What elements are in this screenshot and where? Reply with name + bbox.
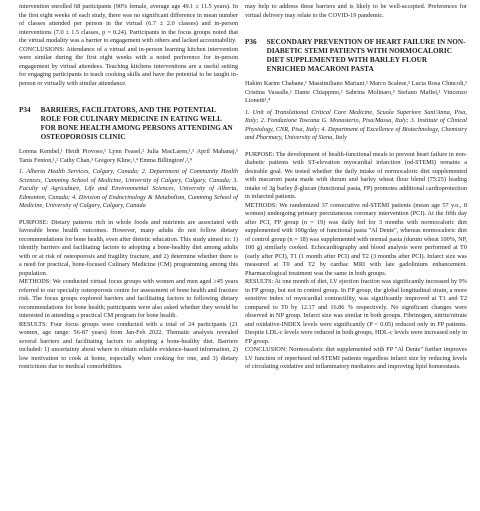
right-column: [245, 3, 467, 372]
results-section: RESULTS: Four focus groups were conducted with a total of 24 participants (21 women, age range: 56-87 years) from Jan-Feb 2022. Thematic analysis revealed several barriers and facilitating factors to adopting a bone-healthy diet. Barriers included: 1) uncertainty about where to obtain reliable evidence-based information, 2) low motivation to cook at home, especially when cooking for one, and 3) dietary restrictions due to medical comorbidities.: [19, 320, 238, 370]
results-section: RESULTS: At one month of diet, LV ejection fraction was significantly increased by 9% in FP group, but not in control group. In FP group, the global longitudinal strain, a more sensitive index of myocardial contractility, was significantly improved at T1 and T2 compared to T0 by 12.17 and 16.86 % respectively. No significant changes were observed in NP group. Infarct size was similar in both groups. Fibrinogen, nitrite/nitrate and oxidative-INDEX levels were significantly (P < 0.05) reduced only in FP patients. Despite LDL-c levels were reduced in both groups, HDL-c levels were increased only in FP group.: [245, 278, 467, 345]
abstract-title: SECONDARY PREVENTION OF HEART FAILURE IN NON-DIABETIC STEMI PATIENTS WITH NORMOCALORIC DIET SUPPLEMENTED WITH BARLEY FLOUR ENRICHED MACARONI PASTA: [266, 38, 466, 73]
abstract-heading-p34: [19, 106, 238, 142]
abstract-title: BARRIERS, FACILITATORS, AND THE POTENTIAL ROLE FOR CULINARY MEDICINE IN EATING WELL FOR BONE HEALTH AMONG PERSONS ATTENDING AN OSTEOPOROSIS CLINIC: [40, 106, 233, 141]
methods-section: METHODS: We conducted virtual focus groups with women and men aged ≥45 years referred to our specialty osteoporosis centre for assessment of bone health and fracture risk. The focus groups explored barriers and facilitating factors to following dietary recommendations for bone health; participants were also asked whether they would be interested in attending a practical CM program for bone health.: [19, 278, 238, 319]
previous-abstract-conclusion-continued: may help to address these barriers and is likely to be well-accepted. Preferences for virtual delivery may relate to the COVID-19 pandemic.: [245, 3, 467, 19]
previous-abstract-results-continued: intervention enrolled 68 participants (90% female, average age 49.1 ± 11.5 years). In the first eight weeks of each study, there was no significant difference in mean number of classes attended per person in the virtual (6.7 ± 2.0 classes) and in-person interventions (7.0 ± 1.5 classes, p = 0.24). Participants in the focus groups noted that the virtual modality was a barrier to engagement with others and lacked accountability.: [19, 3, 238, 44]
left-column: [19, 3, 238, 372]
methods-section: METHODS: We randomized 37 consecutive nd-STEMI patients (mean age 57 y.o., 8 women) undergoing primary percutaneous coronary intervention (PCI). At the fifth day after PCI, FP group (n = 19) was daily fed for 3 months with normocaloric diet supplemented with 100g/day of functional pasta "Al Dente", whereas normocaloric diet of control group (n = 18) was supplemented with normal pasta (durum wheat 100%, NP, 100 g) similarly cooked. Echocardiography and blood analysis were performed at T0 (early after PCI), T1 (1 month after PCI) and T2 (3 months after PCI). Infarct size was measured at T0 and T2 by cardiac MRI with late gadolinium enhancement. Pharmacological treatment was the same in both groups.: [245, 201, 467, 277]
affiliations: 1. Alberta Health Services, Calgary, Canada; 2. Department of Community Health Sciences, Cumming School of Medicine, University of Calgary, Calgary, Canada; 3. Faculty of Agriculture, Life and Environmental Sciences, University of Alberta, Edmonton, Canada; 4. Division of Endocrinology & Metabolism, Cumming School of Medicine, University of Calgary, Calgary, Canada: [19, 168, 238, 209]
abstract-number: P36: [245, 38, 257, 46]
previous-abstract-conclusions: CONCLUSIONS: Attendance of a virtual and in-person learning kitchen intervention were similar during the first eight weeks with a noted preference for in-person engagement by virtual attendees. Teaching kitchens interventions are a useful setting for engaging participants to teach cooking skills and have the potential to be taught in-person or virtually with similar attendance.: [19, 45, 238, 87]
author-list: Hakim Karim Chabane,¹ Massimiliano Mariani,² Marco Scalese,³ Lucia Rosa Chincoli,¹ Cristina Vassalle,² Dante Chiappino,² Sabrina Molinaro,³ Stefano Maffei,¹ Vincenzo Lionetti¹,⁴: [245, 80, 467, 104]
purpose-section: PURPOSE: Dietary patterns rich in whole foods and nutrients are associated with favorable bone health outcomes. However, many adults do not follow dietary recommendations for bone health, even after dietetic education. This study aimed to: 1) identify barriers and facilitating factors to adopting a bone-healthy diet among adults with or at risk of osteoporosis and fragility fracture, and 2) determine whether there is a need for practical, bone-focused Culinary Medicine (CM) programming among this population.: [19, 218, 238, 277]
author-list: Lorena Kembel,¹ Heidi Piovoso,¹ Lynn Feasel,² Julia MacLaren,¹,² April Mahanaj,¹ Tanis Fenton,¹,² Cathy Chan,³ Gregory Kline,¹,⁴ Emma Billington¹,²,⁴: [19, 148, 238, 164]
abstract-number: P34: [19, 106, 31, 114]
abstract-heading-p36: [245, 38, 467, 74]
affiliations: 1. Unit of Translational Critical Care Medicine, Scuola Superiore Sant'Anna, Pisa, Italy; 2. Fondazione Toscana G. Monasterio, Pisa/Massa, Italy; 3. Institute of Clinical Physiology, CNR, Pisa, Italy; 4. Department of Excellence of Biotechnology, Chemistry and Pharmacy, University of Siena, Italy: [245, 108, 467, 141]
conclusion-section: CONCLUSION: Normocaloric diet supplemented with FP "Al Dente" further improves LV function of reperfused nd-STEMI patients regardless infarct size by reducing levels of circulating oxidative and inflammatory mediators and improving lipid homeostasis.: [245, 346, 467, 370]
purpose-section: PURPOSE: The development of health-functional meals to prevent heart failure in non-diabetic patients with ST-elevation myocardial infarction (nd-STEMI) remains a desirable goal. We tested whether the daily intake of normocaloric diet supplemented with macaroni pasta made with durum and barley wheat flour blend (75:25) leading intake of 3g barley β-glucan (functional pasta, FP) promotes additional cardioprotection in infarcted patients.: [245, 150, 467, 200]
